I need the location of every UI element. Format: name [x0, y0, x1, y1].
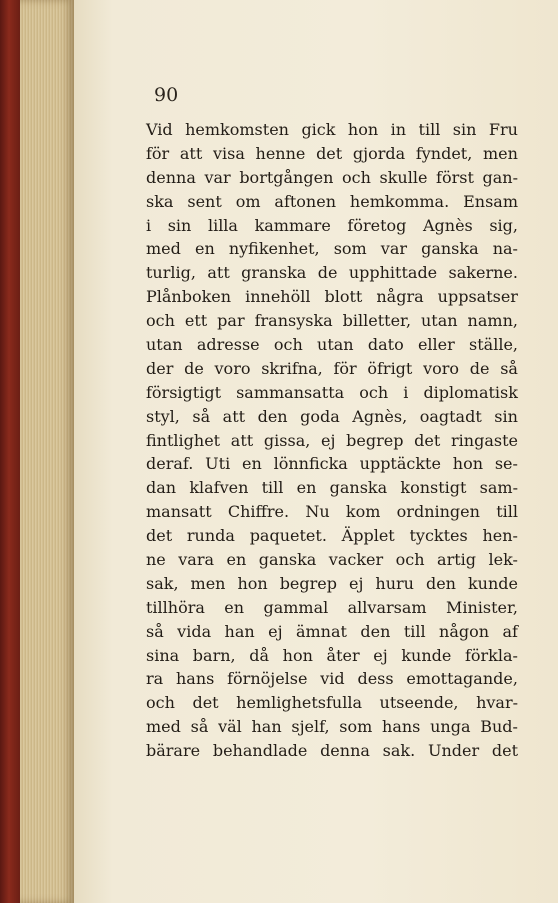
book-spine-red [0, 0, 20, 903]
text-line [146, 524, 518, 548]
word: det [192, 693, 219, 713]
word: med [146, 239, 181, 259]
word: tycktes [409, 526, 468, 546]
word: de [184, 358, 204, 378]
text-line [146, 142, 518, 166]
word: billetter, [342, 311, 412, 331]
page-number: 90 [154, 84, 179, 106]
word: att [222, 406, 246, 426]
word: hans [382, 717, 421, 737]
word: in [390, 120, 407, 139]
word: namn, [467, 311, 518, 331]
word: adresse [196, 335, 260, 355]
word: och [359, 382, 389, 402]
word: ej [321, 430, 336, 450]
word: vacker [328, 550, 384, 570]
word: sin [452, 120, 477, 139]
word: för [333, 358, 357, 378]
word: de [469, 358, 490, 378]
word: en [194, 239, 215, 259]
word: först [436, 167, 474, 187]
word: bortgången [239, 167, 334, 187]
word: gan- [482, 167, 518, 187]
word: ämnat [295, 621, 347, 641]
word: der [146, 358, 174, 378]
book-page [74, 0, 558, 903]
word: för [146, 143, 170, 163]
word: om [235, 191, 261, 211]
word: det [146, 526, 173, 546]
word: eller [417, 335, 455, 355]
text-line [146, 261, 518, 285]
word: sin [494, 406, 518, 426]
word: det [414, 430, 441, 450]
word: väl [218, 717, 242, 737]
word: så [190, 717, 209, 737]
text-line [146, 620, 518, 644]
word: kunde [467, 573, 518, 593]
word: behandlade [212, 741, 308, 761]
word: en [226, 550, 247, 570]
word: hemkomsten [185, 120, 289, 139]
word: företog [347, 215, 407, 235]
word: Uti [205, 454, 231, 474]
word: hvar- [476, 693, 518, 713]
word: runda [186, 526, 235, 546]
word: ne [146, 550, 166, 570]
text-line [146, 739, 518, 763]
text-line [146, 214, 518, 238]
word: tillhöra [146, 597, 205, 617]
word: emottagande, [406, 669, 518, 689]
word: ställe, [469, 335, 518, 355]
body-text [146, 118, 518, 763]
page-edges [20, 0, 74, 903]
word: utan [421, 311, 458, 331]
word: ordningen [396, 502, 480, 522]
word: ej [268, 621, 283, 641]
text-line [146, 405, 518, 429]
word: skrifna, [261, 358, 323, 378]
word: dess [357, 669, 394, 689]
word: sakerne. [448, 263, 518, 283]
word: vara [178, 550, 215, 570]
word: vid [320, 669, 345, 689]
word: sak. [382, 741, 416, 761]
word: hon [347, 120, 379, 139]
word: Minister, [445, 597, 518, 617]
word: begrep [346, 430, 404, 450]
word: af [502, 621, 518, 641]
word: utseende, [379, 693, 459, 713]
word: så [146, 621, 164, 641]
word: ganska [329, 478, 388, 498]
text-line [146, 166, 518, 190]
word: nyfikenhet, [228, 239, 320, 259]
word: dan [146, 478, 177, 498]
text-line [146, 644, 518, 668]
word: denna [146, 167, 196, 187]
word: sak, [146, 573, 179, 593]
word: sin [167, 215, 192, 235]
word: granska [241, 263, 307, 283]
word: så [500, 358, 518, 378]
word: den [360, 621, 391, 641]
word: ganska [258, 550, 317, 570]
word: åter [326, 645, 360, 665]
word: kom [345, 502, 381, 522]
word: Plånboken [146, 287, 232, 307]
word: voro [423, 358, 460, 378]
word: en [224, 597, 245, 617]
word: han [251, 717, 282, 737]
word: utan [317, 335, 354, 355]
word: skulle [379, 167, 428, 187]
word: så [192, 406, 211, 426]
word: att [230, 430, 254, 450]
word: någon [439, 621, 490, 641]
word: till [403, 621, 426, 641]
word: var [204, 167, 231, 187]
word: begrep [279, 573, 337, 593]
word: upptäckte [359, 454, 441, 474]
word: öfrigt [367, 358, 413, 378]
text-line [146, 357, 518, 381]
word: ganska [421, 239, 479, 259]
word: och [146, 311, 175, 331]
word: förnöjelse [227, 669, 308, 689]
word: fyndet, [415, 143, 473, 163]
word: med [146, 717, 181, 737]
word: till [418, 120, 441, 139]
word: lönnficka [273, 454, 348, 474]
word: Fru [488, 120, 518, 139]
word: bärare [146, 741, 201, 761]
word: henne [255, 143, 306, 163]
word: styl, [146, 406, 180, 426]
word: och [341, 167, 371, 187]
word: då [249, 645, 270, 665]
word: fransyska [254, 311, 333, 331]
word: ej [348, 573, 364, 593]
text-line [146, 667, 518, 691]
word: Agnès [422, 215, 473, 235]
word: Vid [146, 120, 173, 139]
text-line [146, 285, 518, 309]
text-line [146, 429, 518, 453]
word: unga [430, 717, 471, 737]
word: förkla- [464, 645, 518, 665]
word: men [190, 573, 226, 593]
word: försigtigt [146, 382, 221, 402]
word: Ensam [463, 191, 518, 211]
word: en [296, 478, 317, 498]
text-line [146, 237, 518, 261]
word: hemlighetsfulla [236, 693, 362, 713]
word: blott [324, 287, 363, 307]
word: dato [367, 335, 404, 355]
word: till [496, 502, 518, 522]
word: hemkomma. [349, 191, 450, 211]
text-line [146, 715, 518, 739]
word: sammansatta [236, 382, 345, 402]
word: ett [184, 311, 208, 331]
text-line [146, 596, 518, 620]
word: utan [146, 335, 183, 355]
word: artig [437, 550, 477, 570]
word: ra [146, 669, 164, 689]
word: det [491, 741, 518, 761]
word: se- [494, 454, 518, 474]
word: Under [427, 741, 480, 761]
word: gammal [263, 597, 329, 617]
word: deraf. [146, 454, 194, 474]
word: hon [452, 454, 484, 474]
word: och [146, 693, 175, 713]
word: och [273, 335, 303, 355]
word: konstigt [400, 478, 467, 498]
word: ej [373, 645, 388, 665]
text-line [146, 190, 518, 214]
word: i [146, 215, 152, 235]
text-line [146, 309, 518, 333]
word: några [376, 287, 424, 307]
word: som [339, 717, 373, 737]
word: lek- [488, 550, 518, 570]
word: sina [146, 645, 180, 665]
word: huru [375, 573, 414, 593]
word: Agnès, [352, 406, 408, 426]
word: sam- [479, 478, 518, 498]
word: gjorda [352, 143, 406, 163]
word: kunde [401, 645, 452, 665]
text-line [146, 500, 518, 524]
word: han [224, 621, 255, 641]
word: den [425, 573, 456, 593]
word: vida [177, 621, 212, 641]
word: Äpplet [341, 526, 395, 546]
word: allvarsam [347, 597, 427, 617]
word: sig, [489, 215, 518, 235]
text-line [146, 333, 518, 357]
word: var [380, 239, 408, 259]
word: oagtadt [419, 406, 482, 426]
word: voro [214, 358, 251, 378]
word: visa [212, 143, 245, 163]
word: barn, [192, 645, 236, 665]
word: innehöll [245, 287, 311, 307]
word: det [316, 143, 343, 163]
word: ska [146, 191, 174, 211]
word: i [403, 382, 409, 402]
word: gick [301, 120, 336, 139]
word: till [261, 478, 284, 498]
word: denna [320, 741, 370, 761]
word: att [179, 143, 203, 163]
word: Chiffre. [227, 502, 290, 522]
word: gissa, [263, 430, 311, 450]
word: den [257, 406, 288, 426]
word: de [317, 263, 338, 283]
word: uppsatser [437, 287, 518, 307]
word: na- [492, 239, 518, 259]
text-line [146, 572, 518, 596]
word: diplomatisk [423, 382, 518, 402]
word: Bud- [480, 717, 518, 737]
word: paquetet. [249, 526, 327, 546]
word: klafven [189, 478, 249, 498]
word: goda [300, 406, 340, 426]
word: och [395, 550, 425, 570]
word: men [482, 143, 518, 163]
word: Nu [305, 502, 330, 522]
word: som [333, 239, 367, 259]
text-line [146, 691, 518, 715]
text-line [146, 381, 518, 405]
text-line [146, 548, 518, 572]
word: turlig, [146, 263, 196, 283]
word: att [207, 263, 230, 283]
word: hen- [482, 526, 518, 546]
word: hans [175, 669, 215, 689]
word: fintlighet [146, 430, 221, 450]
word: hon [282, 645, 313, 665]
word: par [217, 311, 245, 331]
word: sent [187, 191, 222, 211]
word: lilla [207, 215, 238, 235]
text-line [146, 476, 518, 500]
word: en [242, 454, 262, 474]
word: ringaste [451, 430, 518, 450]
word: mansatt [146, 502, 212, 522]
text-line [146, 118, 518, 142]
text-line [146, 452, 518, 476]
word: kammare [254, 215, 331, 235]
word: hon [237, 573, 268, 593]
word: upphittade [348, 263, 438, 283]
word: sjelf, [291, 717, 330, 737]
word: aftonen [274, 191, 337, 211]
